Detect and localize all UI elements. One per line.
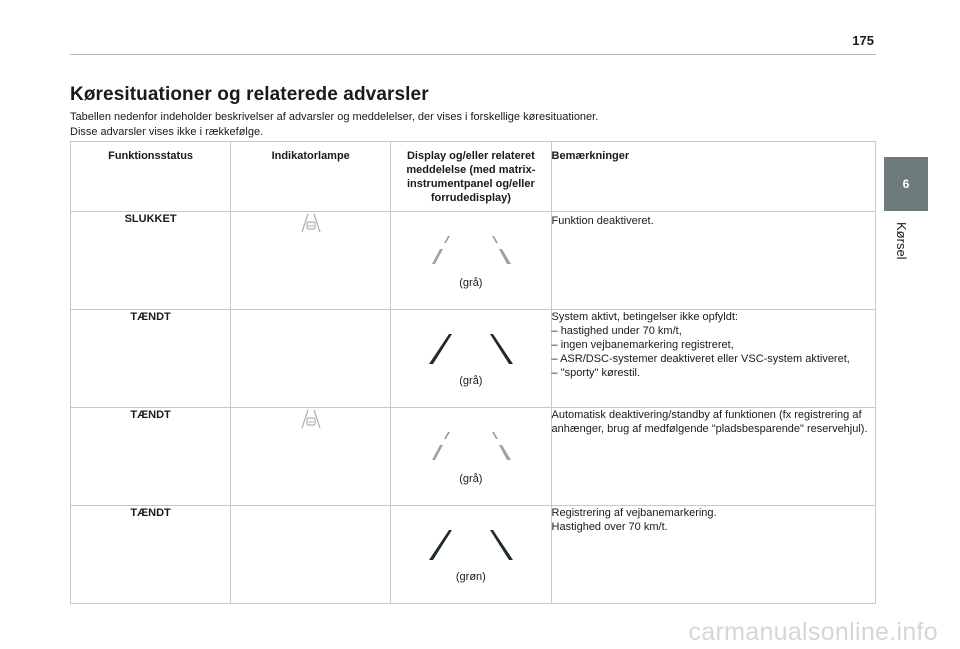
intro-line: Disse advarsler vises ikke i rækkefølge. (70, 126, 264, 138)
header-remarks: Bemærkninger (551, 142, 875, 212)
warnings-table (70, 141, 876, 604)
chapter-number: 6 (902, 177, 910, 191)
status-cell: TÆNDT (71, 310, 231, 408)
remark-line: Funktion deaktiveret. (551, 215, 654, 227)
remark-line: System aktivt, betingelser ikke opfyldt: (551, 311, 738, 323)
table-row (71, 212, 876, 310)
status-cell: TÆNDT (71, 506, 231, 604)
lane-lines-dashed-grey-icon (423, 234, 519, 270)
display-color-note: (grøn) (455, 571, 486, 583)
table-header-row (71, 142, 876, 212)
remarks-cell (551, 310, 875, 408)
chapter-label: Kørsel (894, 222, 909, 260)
remarks-cell (551, 212, 875, 310)
remark-line: Automatisk deaktivering/standby af funktionen (fx registrering af anhænger, brug af medfølgende "pladsbesparende" reservehjul). (551, 409, 868, 435)
chapter-tab[interactable] (884, 157, 928, 211)
header-display: Display og/eller relateret meddelelse (med matrix-instrumentpanel og/eller forrudedisplay) (391, 142, 551, 212)
lane-lines-dashed-grey-icon (423, 430, 519, 466)
status-cell: SLUKKET (71, 212, 231, 310)
remarks-cell (551, 506, 875, 604)
display-color-note: (grå) (459, 375, 483, 387)
indicator-cell (231, 310, 391, 408)
display-cell (391, 506, 551, 604)
intro-line: Tabellen nedenfor indeholder beskrivelser af advarsler og meddelelser, der vises i forskellige køresituationer. (70, 111, 599, 123)
remark-line: – ASR/DSC-systemer deaktiveret eller VSC-system aktiveret, (551, 353, 850, 365)
remark-line: Registrering af vejbanemarkering. (551, 507, 717, 519)
display-cell (391, 212, 551, 310)
status-cell: TÆNDT (71, 408, 231, 506)
watermark: carmanualsonline.info (688, 618, 938, 646)
table-row (71, 506, 876, 604)
lane-assist-indicator-icon (299, 212, 323, 234)
indicator-cell (231, 408, 391, 506)
display-color-note: (grå) (459, 473, 483, 485)
header-status: Funktionsstatus (71, 142, 231, 212)
remarks-cell (551, 408, 875, 506)
remark-line: – hastighed under 70 km/t, (551, 325, 682, 337)
lane-lines-solid-green-icon (423, 528, 519, 564)
lane-assist-indicator-icon (299, 408, 323, 430)
indicator-cell (231, 212, 391, 310)
header-indicator: Indikatorlampe (231, 142, 391, 212)
intro (70, 110, 598, 140)
display-cell (391, 310, 551, 408)
page-number: 175 (852, 33, 874, 48)
display-color-note: (grå) (459, 277, 483, 289)
remark-line: – "sporty" kørestil. (551, 367, 641, 379)
top-rule (70, 54, 876, 55)
page-title: Køresituationer og relaterede advarsler (70, 84, 429, 105)
remark-line: Hastighed over 70 km/t. (551, 521, 668, 533)
remark-line: – ingen vejbanemarkering registreret, (551, 339, 734, 351)
table-row (71, 408, 876, 506)
lane-lines-solid-grey-icon (423, 332, 519, 368)
table-row (71, 310, 876, 408)
indicator-cell (231, 506, 391, 604)
display-cell (391, 408, 551, 506)
